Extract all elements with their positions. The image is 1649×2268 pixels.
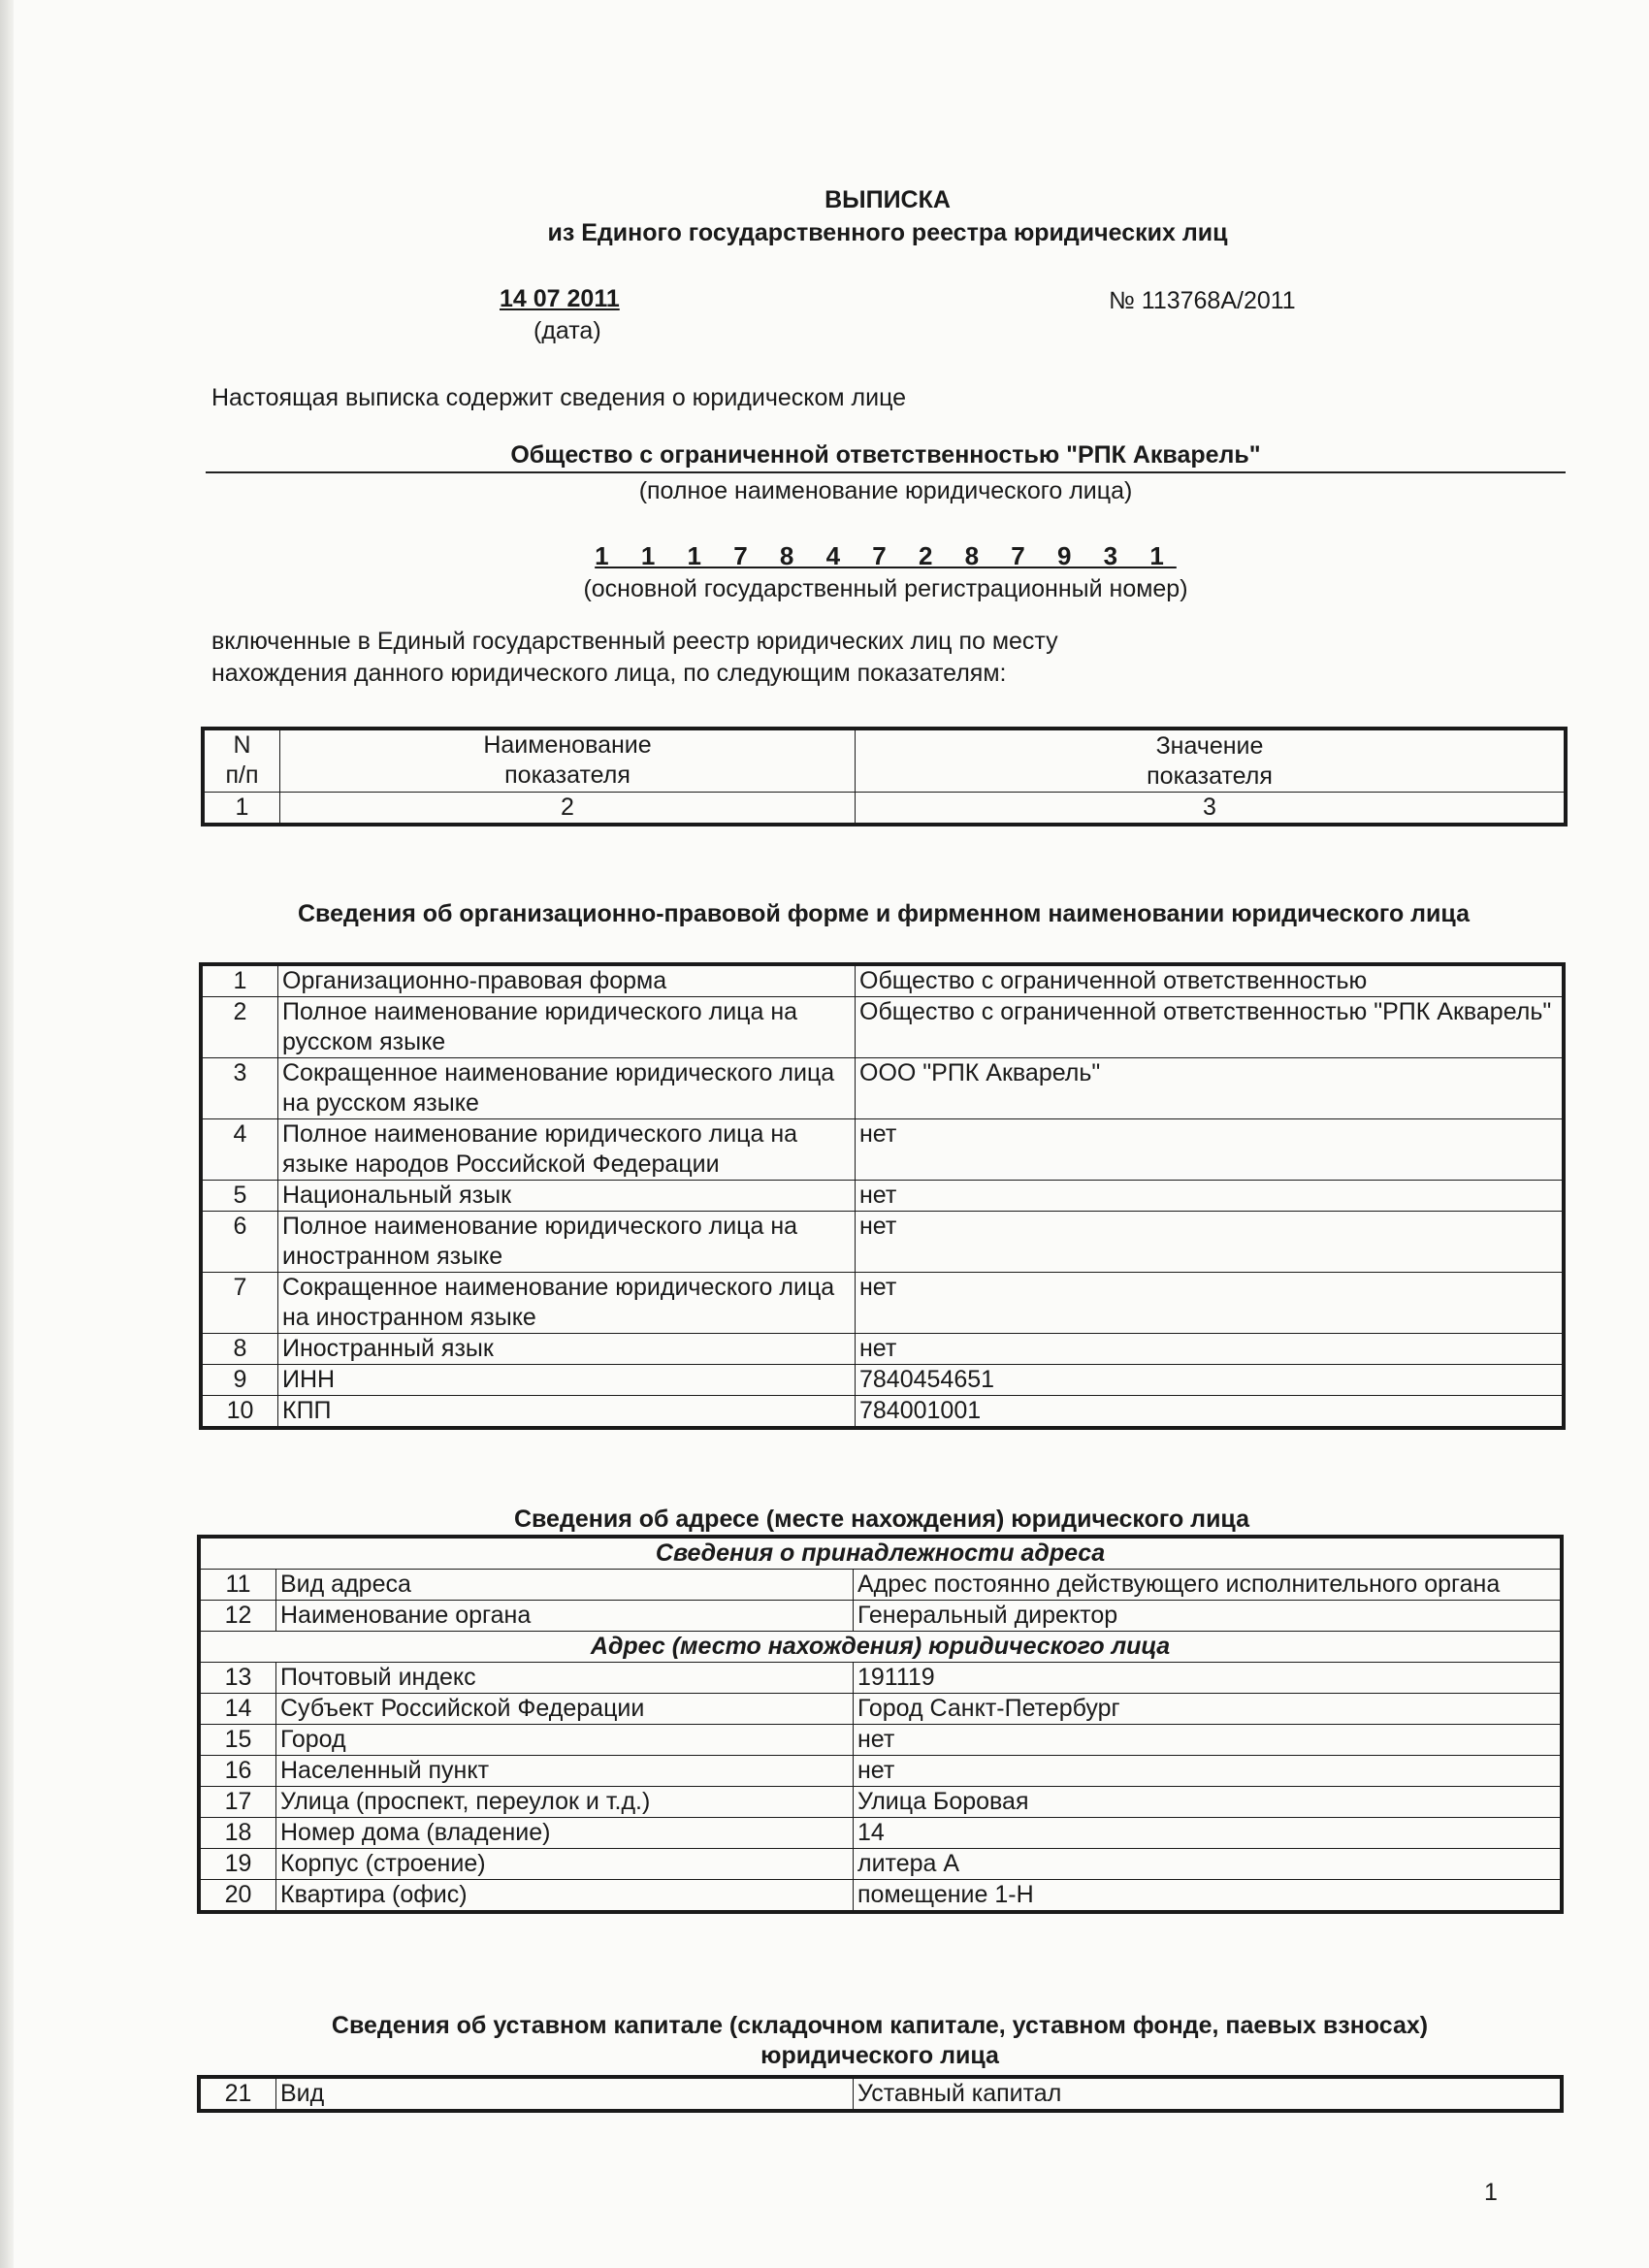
legend-col-name: Наименование показателя bbox=[280, 730, 856, 793]
legend-n1: 1 bbox=[205, 793, 280, 824]
section3-heading bbox=[200, 2012, 1560, 2070]
indicator-name: КПП bbox=[278, 1396, 856, 1427]
legend-col-n: N п/п bbox=[205, 730, 280, 793]
table-row bbox=[201, 2079, 1561, 2110]
table-row bbox=[203, 1181, 1563, 1212]
indicator-value: нет bbox=[856, 1119, 1563, 1181]
legend-table bbox=[204, 729, 1565, 824]
table-row bbox=[201, 1663, 1561, 1694]
row-number: 8 bbox=[203, 1334, 278, 1365]
extract-number: № 113768А/2011 bbox=[1109, 287, 1296, 314]
band-legal-address: Адрес (место нахождения) юридического лица bbox=[201, 1632, 1561, 1663]
row-number: 1 bbox=[203, 966, 278, 997]
row-number: 13 bbox=[201, 1663, 276, 1694]
row-number: 3 bbox=[203, 1058, 278, 1119]
indicator-value: нет bbox=[854, 1725, 1561, 1756]
document-title: ВЫПИСКА bbox=[824, 186, 951, 213]
row-number: 17 bbox=[201, 1787, 276, 1818]
section3-heading-line-2: юридического лица bbox=[760, 2042, 999, 2069]
indicator-name: Наименование органа bbox=[276, 1601, 854, 1632]
ogrn-value: 1 1 1 7 8 4 7 2 8 7 9 3 1 bbox=[595, 541, 1177, 570]
document-subtitle: из Единого государственного реестра юридических лиц bbox=[547, 219, 1228, 246]
row-number: 19 bbox=[201, 1849, 276, 1880]
intro-text: Настоящая выписка содержит сведения о юридическом лице bbox=[211, 384, 907, 411]
section1-table bbox=[202, 965, 1563, 1427]
table-row bbox=[203, 1334, 1563, 1365]
ogrn bbox=[206, 541, 1566, 571]
indicator-name: ИНН bbox=[278, 1365, 856, 1396]
section3-heading-line-1: Сведения об уставном капитале (складочном капитале, уставном фонде, паевых взносах) bbox=[331, 2012, 1429, 2039]
indicator-value: нет bbox=[856, 1273, 1563, 1334]
indicator-name: Вид адреса bbox=[276, 1570, 854, 1601]
extract-date: 14 07 2011 bbox=[500, 285, 620, 312]
indicator-value: Генеральный директор bbox=[854, 1601, 1561, 1632]
indicator-name: Иностранный язык bbox=[278, 1334, 856, 1365]
legend-n3: 3 bbox=[856, 793, 1565, 824]
scan-edge bbox=[0, 0, 14, 2268]
section2-table bbox=[200, 1538, 1561, 1911]
indicator-name: Почтовый индекс bbox=[276, 1663, 854, 1694]
table-row bbox=[201, 1725, 1561, 1756]
row-number: 9 bbox=[203, 1365, 278, 1396]
table-row bbox=[203, 1365, 1563, 1396]
table-row bbox=[201, 1849, 1561, 1880]
row-number: 10 bbox=[203, 1396, 278, 1427]
indicator-value: нет bbox=[856, 1334, 1563, 1365]
org-full-name: Общество с ограниченной ответственностью "РПК Акварель" bbox=[206, 441, 1566, 473]
indicator-name: Субъект Российской Федерации bbox=[276, 1694, 854, 1725]
row-number: 20 bbox=[201, 1880, 276, 1911]
indicator-name: Полное наименование юридического лица на русском языке bbox=[278, 997, 856, 1058]
row-number: 6 bbox=[203, 1212, 278, 1273]
section3-table bbox=[200, 2078, 1561, 2110]
page-number: 1 bbox=[1484, 2179, 1498, 2206]
included-text bbox=[211, 626, 1058, 690]
date-caption: (дата) bbox=[534, 317, 601, 344]
indicator-value: нет bbox=[856, 1212, 1563, 1273]
indicator-value: литера А bbox=[854, 1849, 1561, 1880]
indicator-name: Организационно-правовая форма bbox=[278, 966, 856, 997]
indicator-value: Общество с ограниченной ответственностью bbox=[856, 966, 1563, 997]
indicator-value: 14 bbox=[854, 1818, 1561, 1849]
indicator-name: Населенный пункт bbox=[276, 1756, 854, 1787]
section2-heading: Сведения об адресе (месте нахождения) юридического лица bbox=[513, 1506, 1250, 1533]
row-number: 21 bbox=[201, 2079, 276, 2110]
table-row bbox=[201, 1570, 1561, 1601]
indicator-name: Сокращенное наименование юридического лица на иностранном языке bbox=[278, 1273, 856, 1334]
indicator-name: Сокращенное наименование юридического лица на русском языке bbox=[278, 1058, 856, 1119]
table-row bbox=[203, 1273, 1563, 1334]
table-row bbox=[201, 1880, 1561, 1911]
indicator-name: Полное наименование юридического лица на иностранном языке bbox=[278, 1212, 856, 1273]
band-address-ownership: Сведения о принадлежности адреса bbox=[201, 1539, 1561, 1570]
row-number: 11 bbox=[201, 1570, 276, 1601]
indicator-value: Общество с ограниченной ответственностью "РПК Акварель" bbox=[856, 997, 1563, 1058]
indicator-name: Полное наименование юридического лица на языке народов Российской Федерации bbox=[278, 1119, 856, 1181]
table-row bbox=[203, 1119, 1563, 1181]
row-number: 4 bbox=[203, 1119, 278, 1181]
row-number: 18 bbox=[201, 1818, 276, 1849]
indicator-name: Город bbox=[276, 1725, 854, 1756]
table-row bbox=[203, 997, 1563, 1058]
table-row bbox=[201, 1756, 1561, 1787]
indicator-name: Вид bbox=[276, 2079, 854, 2110]
indicator-name: Квартира (офис) bbox=[276, 1880, 854, 1911]
table-row bbox=[201, 1601, 1561, 1632]
ogrn-caption: (основной государственный регистрационный номер) bbox=[583, 575, 1188, 602]
org-name-caption: (полное наименование юридического лица) bbox=[638, 477, 1133, 504]
table-row bbox=[201, 1818, 1561, 1849]
table-row bbox=[203, 1396, 1563, 1427]
indicator-value: 191119 bbox=[854, 1663, 1561, 1694]
row-number: 5 bbox=[203, 1181, 278, 1212]
section1-heading: Сведения об организационно-правовой форме и фирменном наименовании юридического лица bbox=[297, 900, 1471, 927]
indicator-value: нет bbox=[856, 1181, 1563, 1212]
included-line-2: нахождения данного юридического лица, по следующим показателям: bbox=[211, 660, 1007, 687]
legend-col-value: Значение показателя bbox=[856, 730, 1565, 793]
indicator-value: Город Санкт-Петербург bbox=[854, 1694, 1561, 1725]
table-row bbox=[201, 1694, 1561, 1725]
indicator-name: Национальный язык bbox=[278, 1181, 856, 1212]
indicator-value: 7840454651 bbox=[856, 1365, 1563, 1396]
indicator-value: Адрес постоянно действующего исполнительного органа bbox=[854, 1570, 1561, 1601]
indicator-value: помещение 1-Н bbox=[854, 1880, 1561, 1911]
row-number: 7 bbox=[203, 1273, 278, 1334]
row-number: 15 bbox=[201, 1725, 276, 1756]
row-number: 14 bbox=[201, 1694, 276, 1725]
row-number: 2 bbox=[203, 997, 278, 1058]
indicator-value: ООО "РПК Акварель" bbox=[856, 1058, 1563, 1119]
table-row bbox=[203, 966, 1563, 997]
indicator-value: 784001001 bbox=[856, 1396, 1563, 1427]
indicator-name: Корпус (строение) bbox=[276, 1849, 854, 1880]
included-line-1: включенные в Единый государственный реестр юридических лиц по месту bbox=[211, 628, 1058, 655]
row-number: 12 bbox=[201, 1601, 276, 1632]
table-row bbox=[201, 1787, 1561, 1818]
table-row bbox=[203, 1212, 1563, 1273]
table-row bbox=[203, 1058, 1563, 1119]
indicator-name: Номер дома (владение) bbox=[276, 1818, 854, 1849]
row-number: 16 bbox=[201, 1756, 276, 1787]
indicator-name: Улица (проспект, переулок и т.д.) bbox=[276, 1787, 854, 1818]
indicator-value: Уставный капитал bbox=[854, 2079, 1561, 2110]
legend-n2: 2 bbox=[280, 793, 856, 824]
indicator-value: Улица Боровая bbox=[854, 1787, 1561, 1818]
indicator-value: нет bbox=[854, 1756, 1561, 1787]
